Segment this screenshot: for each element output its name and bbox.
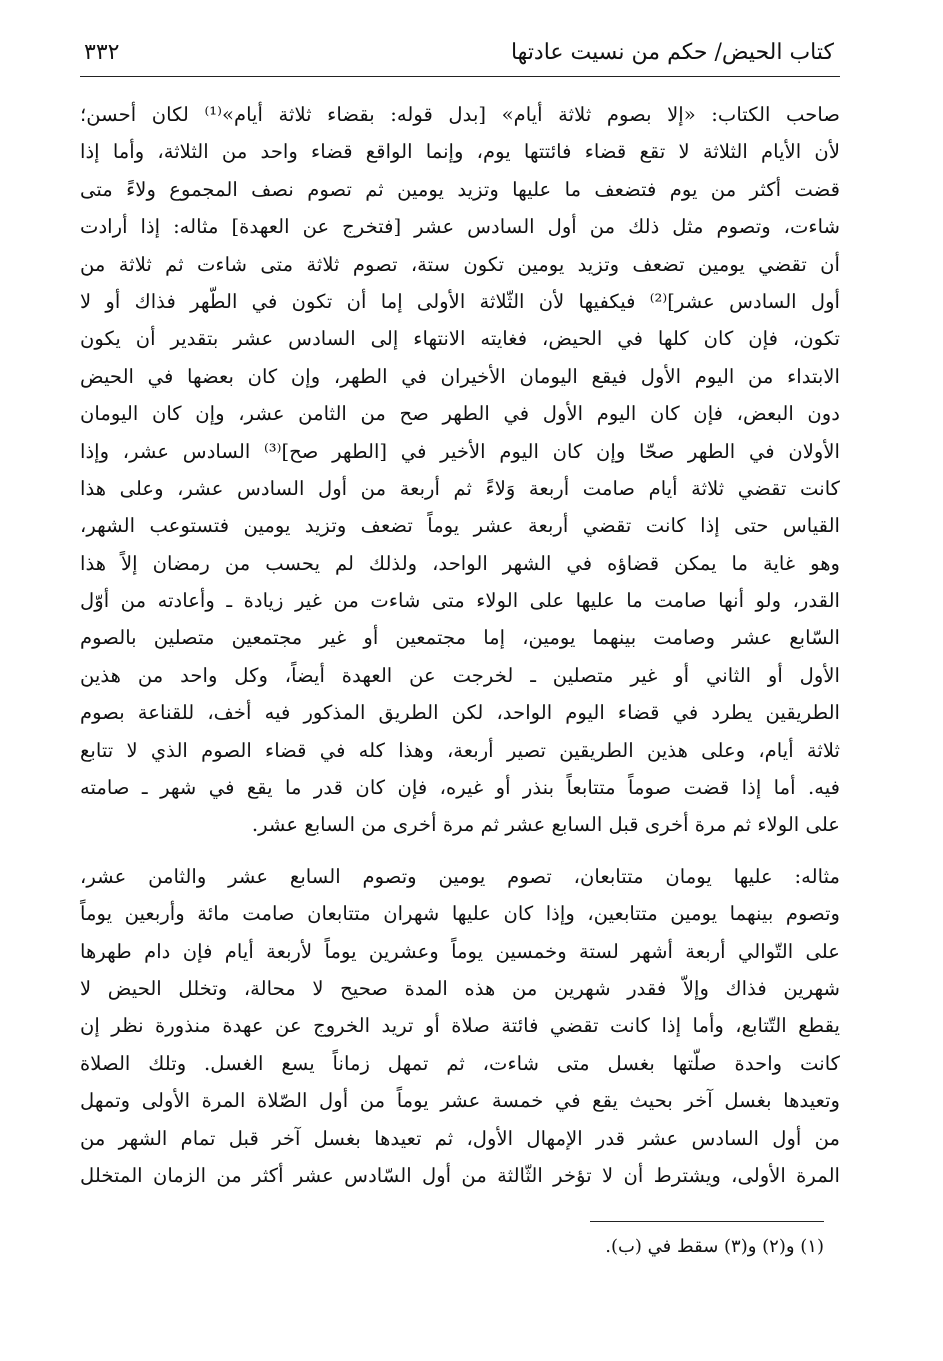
paragraph-gap <box>80 844 840 858</box>
text-line: أول السادس عشر]⁽²⁾ فيكفيها لأن الثّلاثة الأولى إما أن تكون في الطّهر فذاك أو لا <box>80 289 840 313</box>
text-line: قضت أكثر من يوم فتضعف ما عليها وتزيد يومين ثم تصوم نصف المجموع ولاءً متى <box>80 177 840 201</box>
text-line: على التّوالي أربعة أشهر لستة وخمسين يوماً وعشرين يوماً لأربعة أيام فإن دام طهرها <box>80 939 840 963</box>
text-line: وهو غاية ما يمكن قضاؤه في الشهر الواحد، ولذلك لم يحسب من رمضان إلاً هذا <box>80 551 840 575</box>
text-line: وتصوم بينهما يومين متتابعين، وإذا كان عليها شهران متتابعان صامت مائة وأربعين يوماً <box>80 902 840 926</box>
text-line: الابتداء من اليوم الأول فيقع اليومان الأخيران في الطهر، وإن كان بعضها في الحيض <box>80 364 840 388</box>
text-line: مثاله: عليها يومان متتابعان، تصوم يومين وتصوم السابع عشر والثامن عشر، <box>80 864 840 888</box>
footnote-divider <box>590 1221 824 1222</box>
text-line: ثلاثة أيام، وعلى هذين الطريقين تصير أربعة، وهذا كله في قضاء الصوم الذي لا تتابع <box>80 738 840 762</box>
text-line: القياس حتى إذا كانت تقضي أربعة عشر يوماً تضعف وتزيد يومين فتستوعب الشهر، <box>80 514 840 538</box>
text-line: فيه. أما إذا قضت صوماً متتابعاً بنذر أو غيره، فإن كان قدر ما يقع في شهر ـ صامته <box>80 776 840 800</box>
text-line: صاحب الكتاب: «إلا بصوم ثلاثة أيام» [بدل قوله: بقضاء ثلاثة أيام»⁽¹⁾ لكان أحسن؛ <box>80 103 840 126</box>
text-line: الطريقين يطرد في قضاء اليوم الواحد، لكن الطريق المذكور فيه أخف، للقناعة بصوم <box>80 701 840 725</box>
text-line: على الولاء ثم مرة أخرى قبل السابع عشر ثم مرة أخرى من السابع عشر. <box>251 813 840 837</box>
text-line: كانت واحدة صلّتها بغسل متى شاءت، ثم تمهل زماناً يسع الغسل. وتلك الصلاة <box>80 1051 840 1075</box>
page-number: ٣٣٢ <box>84 40 120 65</box>
text-line: يقطع التّتابع، وأما إذا كانت تقضي فائتة صلاة أو تريد الخروج عن عهدة منذورة نظر إن <box>80 1014 840 1038</box>
text-line: أن تقضي يومين تضعف وتزيد يومين تكون ستة، تصوم ثلاثة متى شاءت ثم ثلاثة من <box>80 252 840 276</box>
footnote: (١) و(٢) و(٣) سقط في (ب). <box>605 1236 824 1257</box>
text-line: القدر، ولو أنها صامت ما عليها على الولاء متى شاءت من غير زيادة ـ وأعادته من أوّل <box>80 589 840 613</box>
text-line: الأولان في الطهر صحّا وإن كان اليوم الأخير في [الطهر صح]⁽³⁾ السادس عشر، وإذا <box>80 439 840 463</box>
text-line: كانت تقضي ثلاثة أيام صامت أربعة وَلاءً ثم أربعة من أول السادس عشر، وعلى هذا <box>80 476 840 500</box>
text-line: شهرين فذاك وإلاّ فقدر شهرين من هذه المدة صحيح لا محالة، وتخلل الحيض لا <box>80 976 840 1000</box>
text-line: لأن الأيام الثلاثة لا تقع قضاء فائتتها يوم، وإنما الواقع قضاء واحد من الثلاثة، وأما إذا <box>80 140 840 164</box>
text-line: دون البعض، فإن كان اليوم الأول في الطهر صح من الثامن عشر، وإن كان اليومان <box>80 402 840 426</box>
text-line: السّابع عشر وصامت بينهما يومين، إما مجتمعين أو غير مجتمعين متصلين بالصوم <box>80 626 840 650</box>
paragraph-2 <box>80 858 840 1195</box>
text-line: تكون، فإن كان كلها في الحيض، فغايته الانتهاء إلى السادس عشر بتقدير أن يكون <box>80 327 840 351</box>
running-header <box>80 36 840 77</box>
body-text <box>80 96 840 1194</box>
text-line: وتعيدها بغسل آخر بحيث يقع في خمسة عشر يوماً من أول الصّلاة المرة الأولى وتمهل <box>80 1089 840 1113</box>
running-title: كتاب الحيض/ حكم من نسيت عادتها <box>510 40 834 65</box>
text-line: من أول السادس عشر قدر الإمهال الأول، ثم تعيدها بغسل آخر قبل تمام الشهر من <box>80 1126 840 1150</box>
paragraph-1 <box>80 96 840 844</box>
text-line: شاءت، وتصوم مثل ذلك من أول السادس عشر [فتخرج عن العهدة] مثاله: إذا أرادت <box>80 215 840 239</box>
text-line: المرة الأولى، ويشترط أن لا تؤخر الثّالثة من أول السّادس عشر أكثر من الزمان المتخلل <box>80 1163 840 1187</box>
text-line: الأول أو الثاني أو غير متصلين ـ لخرجت عن العهدة أيضاً، وكل واحد من هذين <box>80 663 840 687</box>
